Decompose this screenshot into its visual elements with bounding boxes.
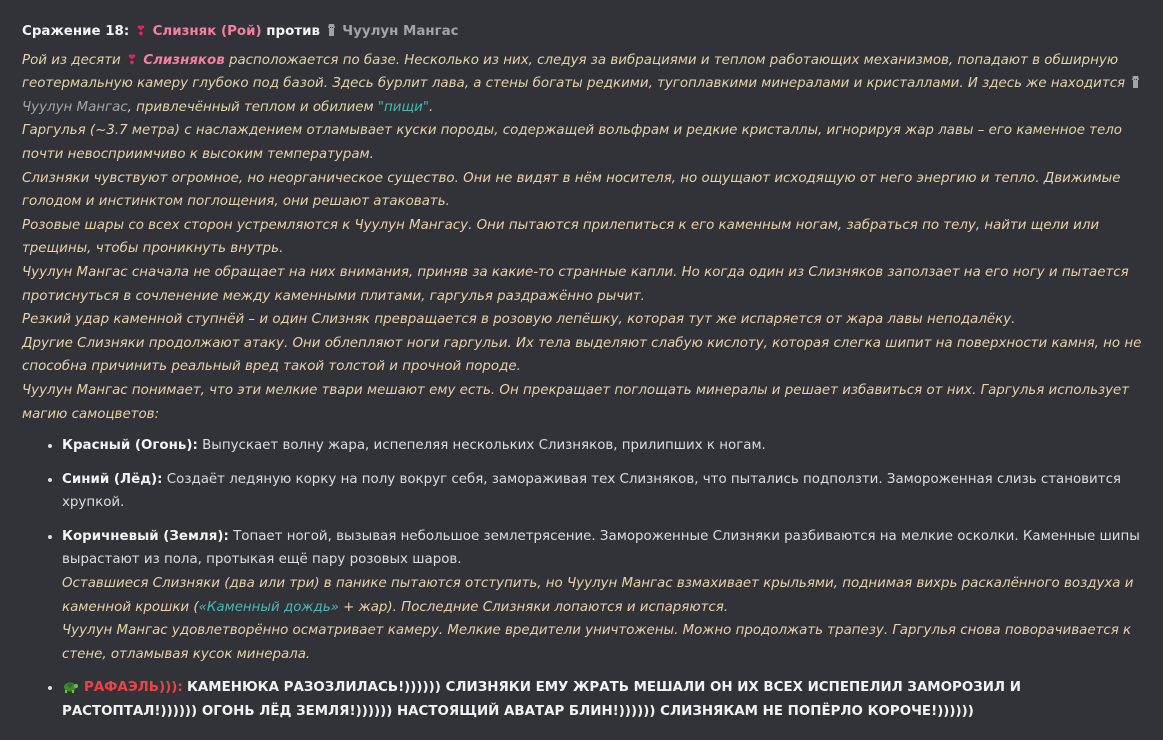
story-paragraph: Рой из десяти ❣ Слизняков расположается по базе. Несколько из них, следуя за вибрациями и теплом работающих механизмов, попадают в обширную геотермальную камеру глубоко под базой. Здесь бурлит лава, а стены богаты редкими, тугоплавкими минералами и кристаллами. И здесь же находится Чуулун Мангас, привлечённый теплом и обилием "пищи". (22, 49, 1157, 120)
story-paragraph: Чуулун Мангас сначала не обращает на них внимания, приняв за какие-то странные капли. Но когда один из Слизняков заползает на его ногу и пытается протиснуться в сочленение между каменными плитами, гаргулья раздражённо рычит. (22, 264, 1129, 304)
statue-icon (1131, 75, 1140, 89)
story-paragraph: Гаргулья (~3.7 метра) с наслаждением отламывает куски породы, содержащей вольфрам и редкие кристаллы, игнорируя жар лавы – его каменное тело почти невосприимчиво к высоким температурам. (22, 123, 1122, 162)
turtle-icon (62, 680, 78, 693)
stone-rain-quote: «Каменный дождь» (198, 599, 339, 615)
battle-title: Сражение 18: ❣ Слизняк (Рой) против Чуулун Мангас (22, 20, 1157, 44)
aftermath-text: Оставшиеся Слизняки (два или три) в панике пытаются отступить, но Чуулун Мангас взмахивает крыльями, поднимая вихрь раскалённого воздуха и каменной крошки («Каменный дождь» + жар). Последние Слизняки лопаются и испаряются. Чуулун Мангас удовлетворённо осматривает камеру. Мелкие вредители уничтожены. Можно продолжать трапезу. Гаргулья снова поворачивается к стене, отламывая кусок минерала. (62, 576, 1134, 662)
heart-icon: ❣ (135, 24, 147, 39)
list-item: • Синий (Лёд): Создаёт ледяную корку на полу вокруг себя, замораживая тех Слизняков, что пытались подползти. Замороженная слизь становится хрупкой. (62, 468, 1157, 515)
slug-mention: Слизняков (143, 52, 225, 68)
swarm-name: Слизняк (Рой) (152, 24, 262, 39)
gem-magic-list (22, 434, 1157, 724)
story-paragraph: Розовые шары со всех сторон устремляются к Чуулун Мангасу. Они пытаются прилепиться к его каменным ногам, забраться по телу, найти щели или трещины, чтобы проникнуть внутрь. (22, 217, 1100, 257)
story-paragraph: Чуулун Мангас понимает, что эти мелкие твари мешают ему есть. Он прекращает поглощать минералы и решает избавиться от них. Гаргулья использует магию самоцветов: (22, 382, 1130, 422)
heart-icon: ❣ (126, 52, 138, 68)
story-paragraph: Резкий удар каменной ступнёй – и один Слизняк превращается в розовую лепёшку, которая тут же испаряется от жара лавы неподалёку. (22, 312, 1016, 328)
commentator-text: КАМЕНЮКА РАЗОЗЛИЛАСЬ!)))))) СЛИЗНЯКИ ЕМУ ЖРАТЬ МЕШАЛИ ОН ИХ ВСЕХ ИСПЕПЕЛИЛ ЗАМОРОЗИЛ И РАСТОПТАЛ!)))))) ОГОНЬ ЛЁД ЗЕМЛЯ!)))))) НАСТОЯЩИЙ АВАТАР БЛИН!)))))) СЛИЗНЯКАМ НЕ ПОПЁРЛО КОРОЧЕ!)))))) (62, 680, 1021, 720)
food-quote: "пищи" (377, 99, 429, 115)
list-item: • Красный (Огонь): Выпускает волну жара, испепеляя нескольких Слизняков, прилипших к ногам. (62, 434, 1157, 458)
list-item (62, 676, 1157, 723)
story-paragraph: Слизняки чувствуют огромное, но неорганическое существо. Они не видят в нём носителя, но ощущают исходящую от него энергию и тепло. Движимые голодом и инстинктом поглощения, они решают атаковать. (22, 170, 1121, 210)
statue-icon (327, 23, 336, 37)
opponent-mention: Чуулун Мангас (22, 99, 128, 115)
battle-story (22, 49, 1157, 427)
commentator-name: РАФАЭЛЬ))): (84, 680, 183, 696)
story-paragraph: Другие Слизняки продолжают атаку. Они облепляют ноги гаргульи. Их тела выделяют слабую кислоту, которая слегка шипит на поверхности камня, но не способна причинить реальный вред такой толстой и прочной породе. (22, 335, 1142, 375)
list-item: • Коричневый (Земля): Топает ногой, вызывая небольшое землетрясение. Замороженные Слизняки разбиваются на мелкие осколки. Каменные шипы вырастают из пола, протыкая ещё пару розовых шаров. Оставшиеся Слизняки (два или три) в панике пытаются отступить, но Чуулун Мангас взмахивает крыльями, поднимая вихрь раскалённого воздуха и каменной крошки («Каменный дождь» + жар). Последние Слизняки лопаются и испаряются. Чуулун Мангас удовлетворённо осматривает камеру. Мелкие вредители уничтожены. Можно продолжать трапезу. Гаргулья снова поворачивается к стене, отламывая кусок минерала. (62, 525, 1157, 667)
opponent-name: Чуулун Мангас (342, 24, 459, 39)
